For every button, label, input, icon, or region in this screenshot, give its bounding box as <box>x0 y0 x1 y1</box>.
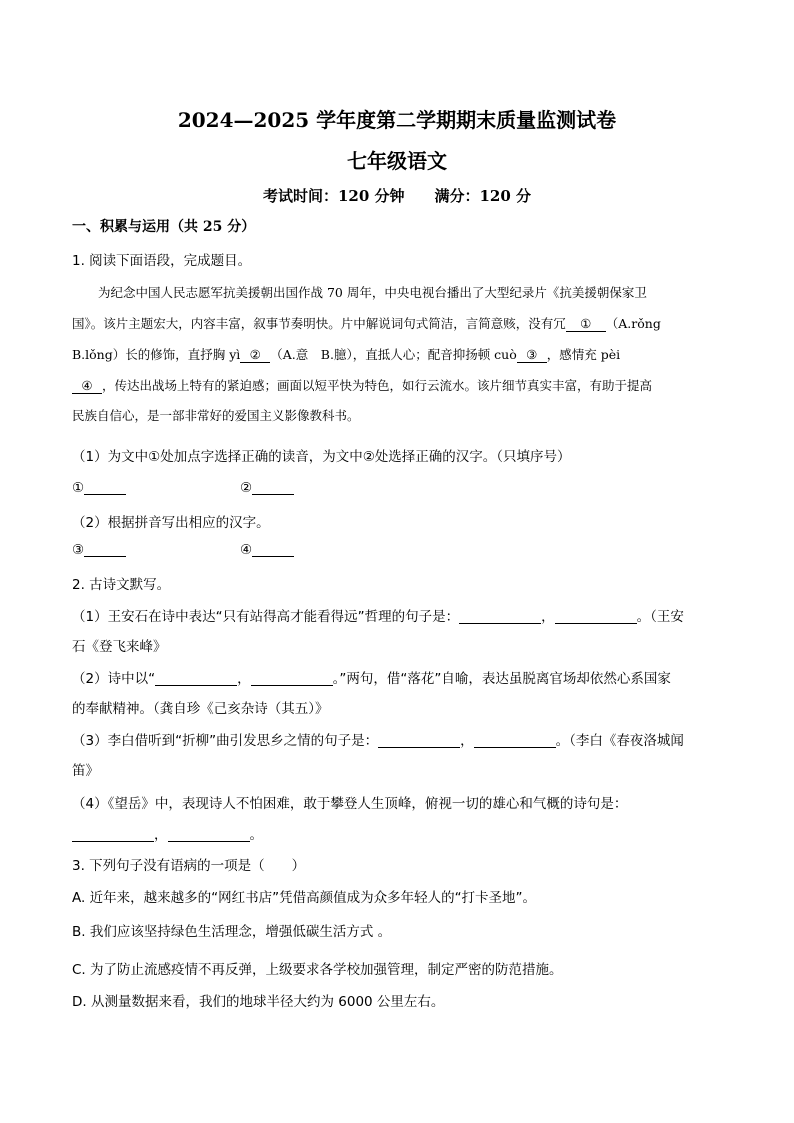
answer-blank-1[interactable] <box>84 480 126 495</box>
exam-subtitle: 七年级语文 <box>347 149 447 173</box>
q1-stem: 1. 阅读下面语段，完成题目。 <box>72 253 252 269</box>
q2-s2: （2）诗中以“ ， 。”两句，借“落花”自喻，表达虽脱离官场却依然心系国家 <box>72 671 671 687</box>
poem-blank[interactable] <box>72 827 154 842</box>
option-b[interactable]: B. 我们应该坚持绿色生活理念，增强低碳生活方式 。 <box>72 924 392 940</box>
q1-answer-row-1: ① <box>72 480 126 496</box>
q2-s3: （3）李白借听到“折柳”曲引发思乡之情的句子是： ， 。（李白《春夜洛城闻 <box>72 733 684 749</box>
q1-sub1: （1）为文中①处加点字选择正确的读音，为文中②处选择正确的汉字。（只填序号） <box>72 449 571 465</box>
poem-blank[interactable] <box>251 671 333 686</box>
poem-blank[interactable] <box>155 671 237 686</box>
q1-answer-row-2b: ④ <box>240 542 294 558</box>
q3-stem: 3. 下列句子没有语病的一项是（ ） <box>72 858 306 874</box>
q2-s4-answer: ， 。 <box>72 823 263 843</box>
option-c[interactable]: C. 为了防止流感疫情不再反弹，上级要求各学校加强管理，制定严密的防范措施。 <box>72 962 563 978</box>
q2-s1-source: 石《登飞来峰》 <box>72 639 167 655</box>
exam-title: 2024—2025 学年度第二学期期末质量监测试卷 <box>177 108 617 132</box>
poem-blank[interactable] <box>555 609 637 624</box>
passage-line-2: 国》。该片主题宏大，内容丰富，叙事节奏明快。片中解说词句式简洁，言简意赅，没有冗 ① （A.rǒng <box>72 316 661 331</box>
q2-s3-source: 笛》 <box>72 763 99 779</box>
q2-s4: （4）《望岳》中，表现诗人不怕困难，敢于攀登人生顶峰，俯视一切的雄心和气概的诗句是： <box>72 796 628 812</box>
passage-line-5: 民族自信心，是一部非常好的爱国主义影像教科书。 <box>72 408 360 423</box>
answer-blank-4[interactable] <box>252 542 294 557</box>
option-a[interactable]: A. 近年来，越来越多的“网红书店”凭借高颜值成为众多年轻人的“打卡圣地”。 <box>72 890 537 906</box>
answer-blank-3[interactable] <box>84 542 126 557</box>
blank-1[interactable]: ① <box>566 316 606 332</box>
full-score: 满分：120 分 <box>434 187 532 205</box>
poem-blank[interactable] <box>459 609 541 624</box>
blank-4[interactable]: ④ <box>72 378 102 394</box>
poem-blank[interactable] <box>474 733 556 748</box>
section-heading: 一、积累与运用（共 25 分） <box>72 219 256 235</box>
blank-3[interactable]: ③ <box>517 347 547 363</box>
passage-line-3: B.lǒng）长的修饰，直抒胸 yì ② （A.意 B.臆），直抵人心；配音抑扬顿 cuò ③ ，感情充 pèi <box>72 347 621 362</box>
blank-2[interactable]: ② <box>240 347 270 363</box>
passage-line-4: ④ ，传达出战场上特有的紧迫感；画面以短平快为特色，如行云流水。该片细节真实丰富，有助于提高 <box>72 376 726 394</box>
exam-time: 考试时间：120 分钟 <box>262 187 405 205</box>
answer-blank-2[interactable] <box>252 480 294 495</box>
poem-blank[interactable] <box>378 733 460 748</box>
q1-answer-row-1b: ② <box>240 480 294 496</box>
poem-blank[interactable] <box>168 827 250 842</box>
q2-s2-source: 的奉献精神。（龚自珍《己亥杂诗（其五）》 <box>72 701 329 717</box>
option-d[interactable]: D. 从测量数据来看，我们的地球半径大约为 6000 公里左右。 <box>72 994 445 1010</box>
q2-s1: （1）王安石在诗中表达“只有站得高才能看得远”哲理的句子是： ， 。（王安 <box>72 609 684 625</box>
exam-info <box>0 185 794 206</box>
q1-answer-row-2: ③ <box>72 542 126 558</box>
q2-stem: 2. 古诗文默写。 <box>72 577 171 593</box>
passage-line-1: 为纪念中国人民志愿军抗美援朝出国作战 70 周年，中央电视台播出了大型纪录片《抗美援朝保家卫 <box>98 285 647 300</box>
q1-sub2: （2）根据拼音写出相应的汉字。 <box>72 515 270 531</box>
